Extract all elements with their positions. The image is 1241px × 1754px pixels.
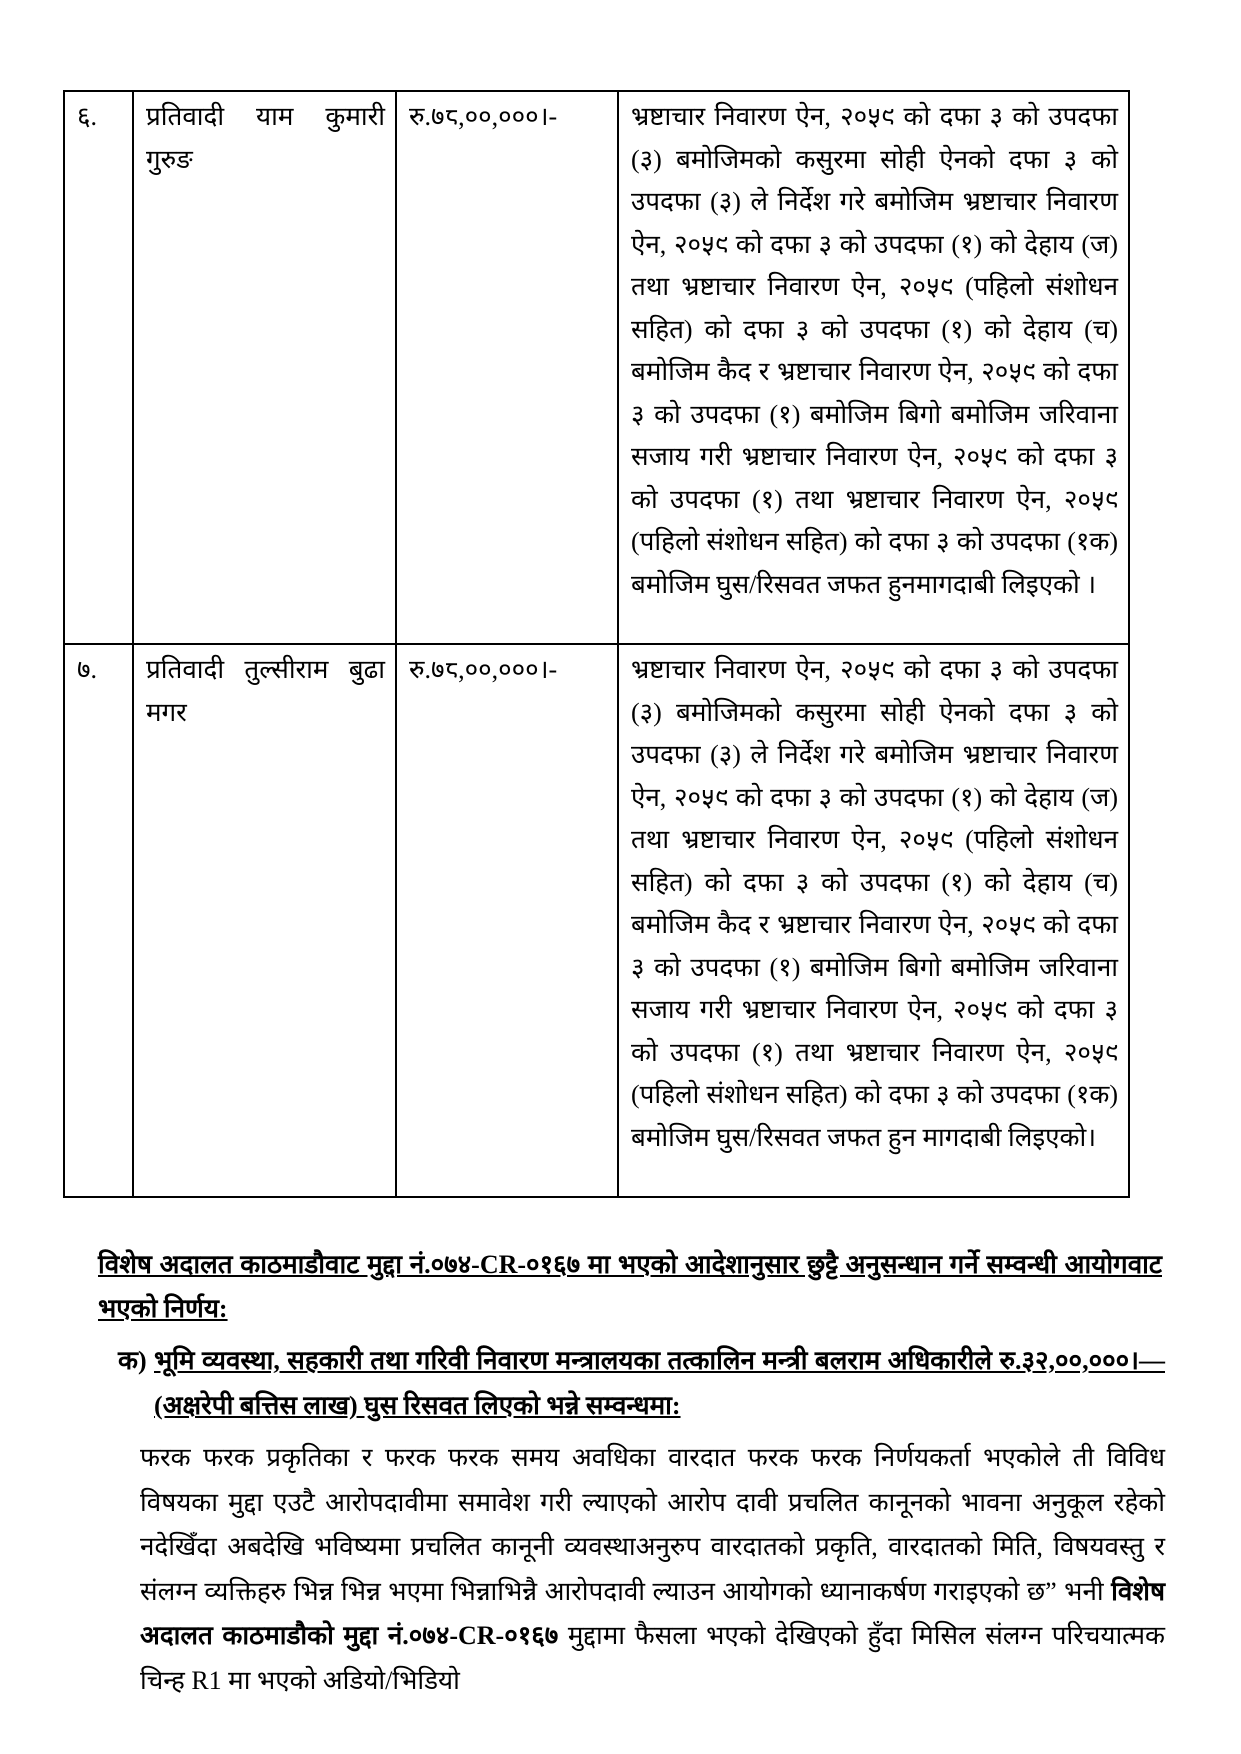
serial-number: ६. [64, 91, 133, 644]
item-ka-heading-text: भूमि व्यवस्था, सहकारी तथा गरिवी निवारण मन्त्रालयका तत्कालिन मन्त्री बलराम अधिकारीले रु.३२,००,०००।—(अक्षरेपी बत्तिस लाख) घुस रिसवत लिएको भन्ने सम्वन्धमा: [154, 1346, 1165, 1420]
item-ka-body-paragraph [118, 1436, 1165, 1703]
table-row-defendant-7 [64, 644, 1129, 1197]
body-text-after-bold: मुद्दामा फैसला भएको देखिएको हुँदा मिसिल संलग्न परिचयात्मक चिन्ह R1 मा भएको अडियो/भिडियो [140, 1621, 1165, 1695]
body-text-before-bold: फरक फरक प्रकृतिका र फरक फरक समय अवधिका वारदात फरक फरक निर्णयकर्ता भएकोले ती विविध विषयका मुद्दा एउटै आरोपदावीमा समावेश गरी ल्याएको आरोप दावी प्रचलित कानूनको भावना अनुकूल रहेको नदेखिँदा अबदेखि भविष्यमा प्रचलित कानूनी व्यवस्थाअनुरुप वारदातको प्रकृति, वारदातको मिति, विषयवस्तु र संलग्न व्यक्तिहरु भिन्न भिन्न भएमा भिन्नाभिन्नै आरोपदावी ल्याउन आयोगको ध्यानाकर्षण गराइएको छ” भनी [140, 1443, 1165, 1606]
item-ka-marker: क) [118, 1346, 147, 1375]
claim-amount: रु.७८,००,०००।- [396, 644, 618, 1197]
claim-amount: रु.७८,००,०००।- [396, 91, 618, 644]
serial-number: ७. [64, 644, 133, 1197]
defendant-name: प्रतिवादी तुल्सीराम बुढा मगर [133, 644, 396, 1197]
defendant-name: प्रतिवादी याम कुमारी गुरुङ [133, 91, 396, 644]
body-text-bold-case-reference: विशेष अदालत काठमाडौको मुद्दा नं.०७४-CR-०१६७ [140, 1576, 1165, 1650]
decision-section-heading: विशेष अदालत काठमाडौवाट मुद्दा नं.०७४-CR-०१६७ मा भएको आदेशानुसार छुट्टै अनुसन्धान गर्ने सम्वन्धी आयोगवाट भएको निर्णय: [98, 1250, 1162, 1323]
charge-description: भ्रष्टाचार निवारण ऐन, २०५९ को दफा ३ को उपदफा (३) बमोजिमको कसुरमा सोही ऐनको दफा ३ को उपदफा (३) ले निर्देश गरे बमोजिम भ्रष्टाचार निवारण ऐन, २०५९ को दफा ३ को उपदफा (१) को देहाय (ज) तथा भ्रष्टाचार निवारण ऐन, २०५९ (पहिलो संशोधन सहित) को दफा ३ को उपदफा (१) को देहाय (च) बमोजिम कैद र भ्रष्टाचार निवारण ऐन, २०५९ को दफा ३ को उपदफा (१) बमोजिम बिगो बमोजिम जरिवाना सजाय गरी भ्रष्टाचार निवारण ऐन, २०५९ को दफा ३ को उपदफा (१) तथा भ्रष्टाचार निवारण ऐन, २०५९ (पहिलो संशोधन सहित) को दफा ३ को उपदफा (१क) बमोजिम घुस/रिसवत जफत हुनमागदाबी लिइएको । [618, 91, 1129, 644]
table-row-defendant-6 [64, 91, 1129, 644]
item-ka-heading [118, 1338, 1165, 1428]
decision-item-ka [118, 1338, 1165, 1703]
defendant-charge-table [63, 90, 1130, 1198]
charge-description: भ्रष्टाचार निवारण ऐन, २०५९ को दफा ३ को उपदफा (३) बमोजिमको कसुरमा सोही ऐनको दफा ३ को उपदफा (३) ले निर्देश गरे बमोजिम भ्रष्टाचार निवारण ऐन, २०५९ को दफा ३ को उपदफा (१) को देहाय (ज) तथा भ्रष्टाचार निवारण ऐन, २०५९ (पहिलो संशोधन सहित) को दफा ३ को उपदफा (१) को देहाय (च) बमोजिम कैद र भ्रष्टाचार निवारण ऐन, २०५९ को दफा ३ को उपदफा (१) बमोजिम बिगो बमोजिम जरिवाना सजाय गरी भ्रष्टाचार निवारण ऐन, २०५९ को दफा ३ को उपदफा (१) तथा भ्रष्टाचार निवारण ऐन, २०५९ (पहिलो संशोधन सहित) को दफा ३ को उपदफा (१क) बमोजिम घुस/रिसवत जफत हुन मागदाबी लिइएको। [618, 644, 1129, 1197]
